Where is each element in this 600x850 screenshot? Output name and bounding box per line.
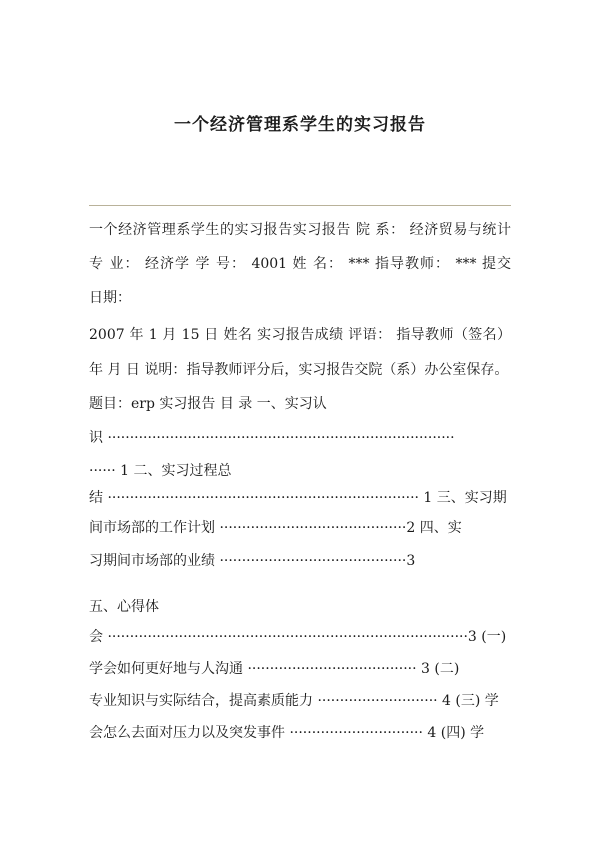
toc-line: 学会如何更好地与人沟通 ······································ 3 (二) (89, 661, 460, 677)
body-line: 年 月 日 说明：指导教师评分后，实习报告交院（系）办公室保存。 (89, 362, 509, 378)
toc-line: 间市场部的工作计划 ··········································2 四、实 (89, 520, 462, 536)
toc-line: 习期间市场部的业绩 ··········································3 (89, 553, 416, 569)
body-line: 2007 年 1 月 15 日 姓名 实习报告成绩 评语： 指导教师（签名） (89, 327, 511, 343)
toc-line: ······ 1 二、实习过程总 (89, 463, 232, 479)
body-line: 题目：erp 实习报告 目 录 一、实习认 (89, 396, 327, 412)
toc-line: 会怎么去面对压力以及突发事件 ······························ 4 (四) 学 (89, 725, 485, 741)
toc-line: 专业知识与实际结合，提高素质能力 ··························· 4 (三) 学 (89, 693, 499, 709)
toc-line: 结 ······································································ 1 三、实习期 (89, 490, 507, 506)
body-line: 专 业： 经济学 学 号： 4001 姓 名： *** 指导教师： *** 提交 (89, 256, 511, 272)
toc-line: 识 ·············································································· (89, 430, 455, 446)
body-line: 一个经济管理系学生的实习报告实习报告 院 系： 经济贸易与统计 (89, 222, 511, 238)
document-title: 一个经济管理系学生的实习报告 (174, 115, 426, 135)
toc-line: 五、心得体 (89, 599, 159, 615)
toc-line: 会 ·················································································3 (一) (89, 629, 507, 645)
body-line: 日期： (89, 290, 131, 306)
header-divider (89, 205, 511, 206)
